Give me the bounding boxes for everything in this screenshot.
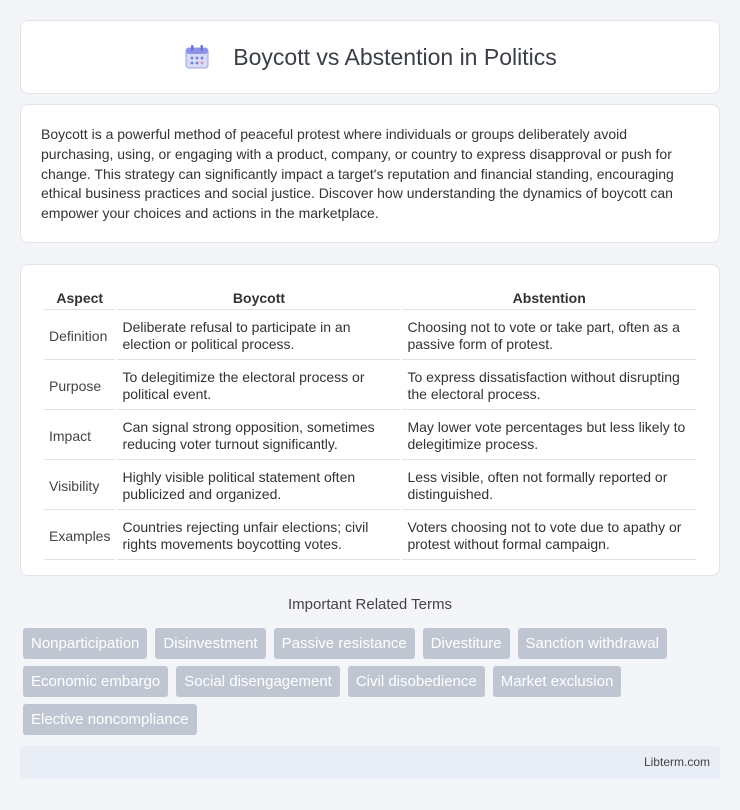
cell-abstention: Less visible, often not formally reported or distinguished. bbox=[402, 462, 696, 510]
table-row bbox=[44, 312, 696, 360]
intro-card bbox=[20, 104, 720, 243]
cell-abstention: Choosing not to vote or take part, often as a passive form of protest. bbox=[402, 312, 696, 360]
related-term-tag[interactable]: Social disengagement bbox=[176, 666, 340, 697]
cell-abstention: To express dissatisfaction without disrupting the electoral process. bbox=[402, 362, 696, 410]
table-header-row bbox=[44, 287, 696, 310]
header-aspect: Aspect bbox=[44, 287, 115, 310]
related-term-tag[interactable]: Civil disobedience bbox=[348, 666, 485, 697]
page-title: Boycott vs Abstention in Politics bbox=[233, 43, 557, 70]
related-term-tag[interactable]: Economic embargo bbox=[23, 666, 168, 697]
related-terms-list bbox=[23, 628, 723, 742]
cell-aspect: Visibility bbox=[44, 462, 115, 510]
cell-aspect: Impact bbox=[44, 412, 115, 460]
table-row bbox=[44, 412, 696, 460]
intro-text: Boycott is a powerful method of peaceful protest where individuals or groups deliberately avoid purchasing, using, or engaging with a product, company, or country to express disapproval or push for change. This strategy can significantly impact a target's reputation and financial standing, encouraging ethical business practices and social justice. Discover how understanding the dynamics of boycott can empower your choices and actions in the marketplace. bbox=[41, 126, 674, 222]
comparison-table-card bbox=[20, 264, 720, 576]
table-row bbox=[44, 512, 696, 560]
cell-boycott: Highly visible political statement often publicized and organized. bbox=[117, 462, 400, 510]
related-term-tag[interactable]: Nonparticipation bbox=[23, 628, 147, 659]
related-term-tag[interactable]: Divestiture bbox=[423, 628, 510, 659]
related-terms-title: Important Related Terms bbox=[288, 596, 452, 613]
cell-aspect: Definition bbox=[44, 312, 115, 360]
title-card bbox=[20, 20, 720, 94]
related-term-tag[interactable]: Disinvestment bbox=[155, 628, 265, 659]
cell-aspect: Examples bbox=[44, 512, 115, 560]
comparison-table bbox=[42, 285, 698, 562]
related-term-tag[interactable]: Elective noncompliance bbox=[23, 704, 197, 735]
footer bbox=[20, 746, 720, 779]
calendar-icon bbox=[183, 43, 211, 71]
cell-abstention: Voters choosing not to vote due to apathy or protest without formal campaign. bbox=[402, 512, 696, 560]
table-row bbox=[44, 362, 696, 410]
cell-boycott: Countries rejecting unfair elections; civil rights movements boycotting votes. bbox=[117, 512, 400, 560]
cell-aspect: Purpose bbox=[44, 362, 115, 410]
cell-boycott: Can signal strong opposition, sometimes reducing voter turnout significantly. bbox=[117, 412, 400, 460]
related-term-tag[interactable]: Market exclusion bbox=[493, 666, 622, 697]
header-abstention: Abstention bbox=[402, 287, 696, 310]
cell-abstention: May lower vote percentages but less likely to delegitimize process. bbox=[402, 412, 696, 460]
footer-site-link[interactable]: Libterm.com bbox=[643, 755, 710, 769]
cell-boycott: Deliberate refusal to participate in an election or political process. bbox=[117, 312, 400, 360]
related-term-tag[interactable]: Sanction withdrawal bbox=[518, 628, 667, 659]
cell-boycott: To delegitimize the electoral process or political event. bbox=[117, 362, 400, 410]
header-boycott: Boycott bbox=[117, 287, 400, 310]
related-term-tag[interactable]: Passive resistance bbox=[274, 628, 415, 659]
table-row bbox=[44, 462, 696, 510]
